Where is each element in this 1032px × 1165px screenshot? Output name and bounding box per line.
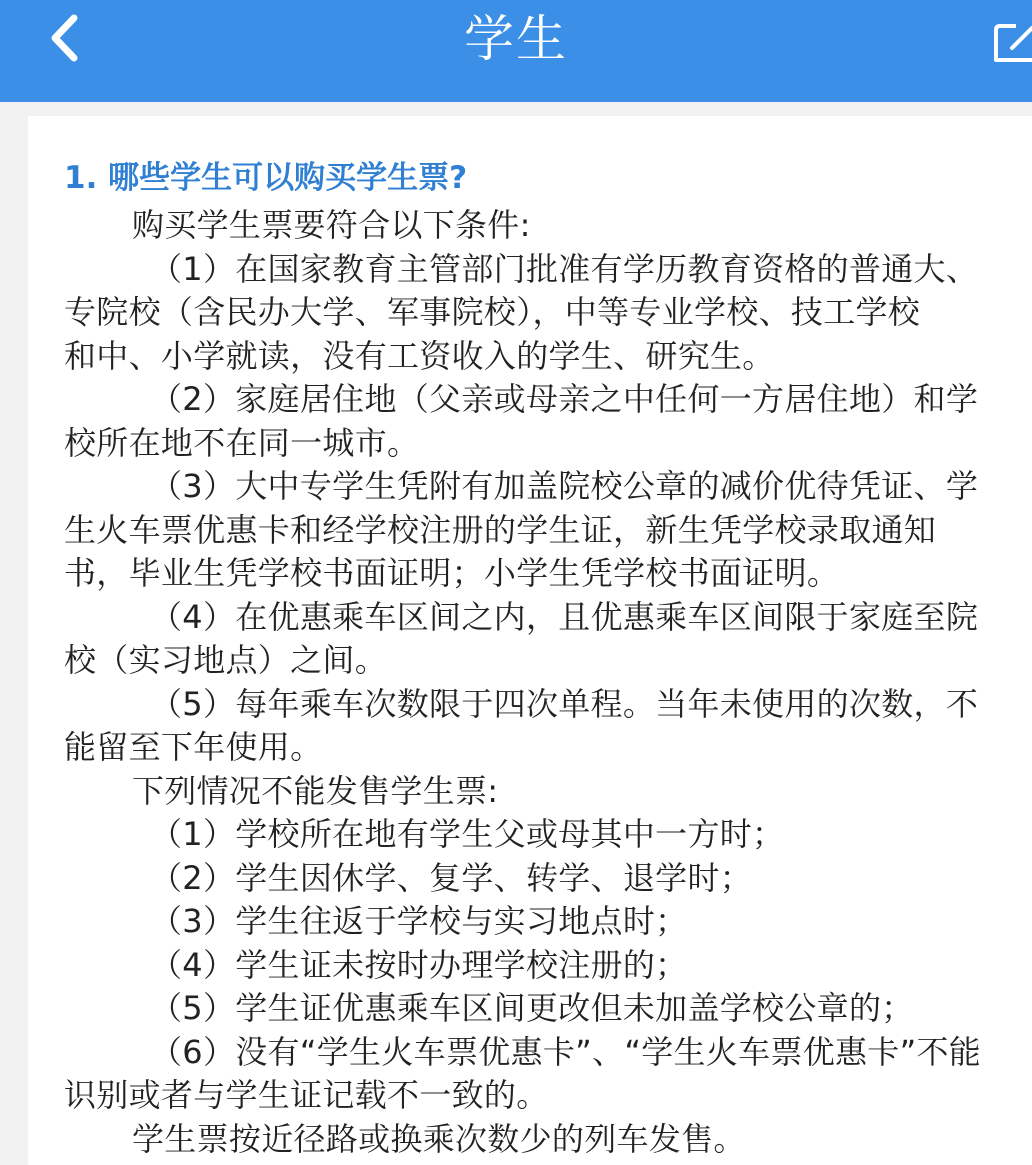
article-content: [64, 152, 1024, 1161]
condition-3-line-2: 生火车票优惠卡和经学校注册的学生证，新生凭学校录取通知: [64, 510, 937, 549]
condition-4-line-1: （4）在优惠乘车区间之内，且优惠乘车区间限于家庭至院: [150, 597, 979, 636]
edit-button[interactable]: [990, 18, 1032, 68]
exclusion-6-line-2: 识别或者与学生证记载不一致的。: [64, 1076, 549, 1114]
condition-3-line-3: 书，毕业生凭学校书面证明；小学生凭学校书面证明。: [64, 554, 840, 592]
exclusion-6-line-1: （6）没有“学生火车票优惠卡”、“学生火车票优惠卡”不能: [150, 1032, 982, 1071]
closing-note: 学生票按近径路或换乘次数少的列车发售。: [132, 1119, 746, 1158]
condition-2-line-2: 校所在地不在同一城市。: [64, 423, 420, 462]
condition-1-line-2: 专院校（含民办大学、军事院校），中等专业学校、技工学校: [64, 293, 921, 331]
condition-1-line-3: 和中、小学就读，没有工资收入的学生、研究生。: [64, 336, 775, 375]
exclusion-5: （5）学生证优惠乘车区间更改但未加盖学校公章的；: [150, 989, 914, 1027]
condition-3-line-1: （3）大中专学生凭附有加盖院校公章的减价优待凭证、学: [150, 467, 979, 505]
page-title: 学生: [464, 10, 568, 68]
exclusions-intro: 下列情况不能发售学生票:: [132, 771, 499, 810]
exclusion-2: （2）学生因休学、复学、转学、退学时；: [150, 858, 753, 897]
condition-5-line-2: 能留至下年使用。: [64, 728, 323, 766]
condition-4-line-2: 校（实习地点）之间。: [64, 641, 388, 679]
question-title: 1. 哪些学生可以购买学生票?: [64, 160, 468, 196]
conditions-intro: 购买学生票要符合以下条件:: [132, 206, 531, 244]
exclusion-3: （3）学生往返于学校与实习地点时；: [150, 902, 688, 940]
article-card: [28, 116, 1032, 1165]
top-bar: [0, 0, 1032, 102]
condition-5-line-1: （5）每年乘车次数限于四次单程。当年未使用的次数，不: [150, 684, 979, 723]
exclusion-1: （1）学校所在地有学生父或母其中一方时；: [150, 815, 785, 853]
condition-1-line-1: （1）在国家教育主管部门批准有学历教育资格的普通大、: [150, 249, 979, 288]
exclusion-4: （4）学生证未按时办理学校注册的；: [150, 945, 688, 984]
condition-2-line-1: （2）家庭居住地（父亲或母亲之中任何一方居住地）和学: [150, 380, 979, 418]
edit-icon: [990, 18, 1032, 68]
